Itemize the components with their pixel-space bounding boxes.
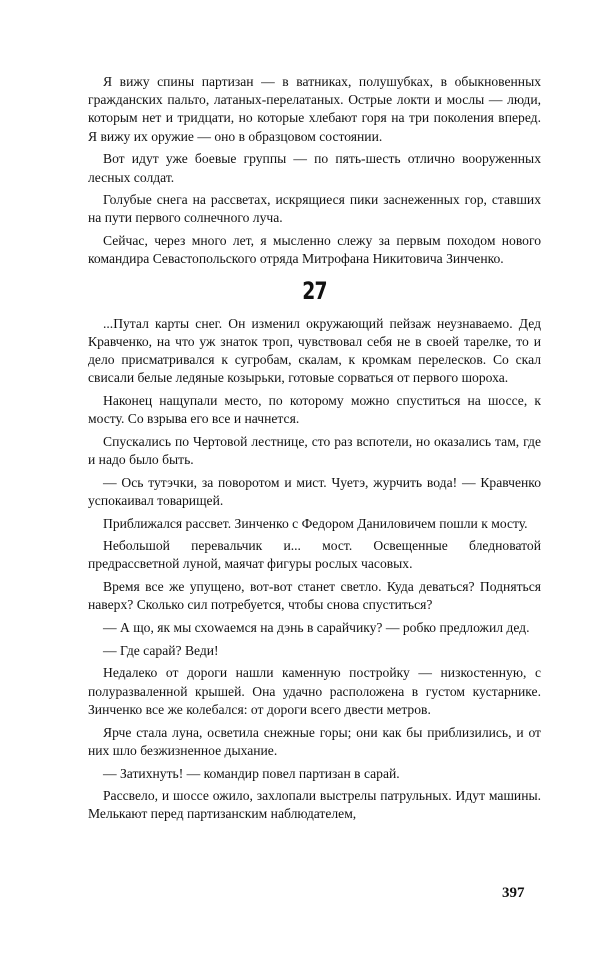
paragraph: — А що, як мы схowаемся на дэнь в сарайчику? — робко предложил дед. xyxy=(103,620,530,636)
paragraph: Небольшой перевальчик и... мост. Освещенные бледноватой предрассветной луной, маячат фигуры рослых часовых. xyxy=(88,538,541,572)
paragraph: Недалеко от дороги нашли каменную постройку — низкостенную, с полуразваленной крышей. Она удачно расположена в густом кустарнике. Зинченко все же колебался: от дороги всего двести метров. xyxy=(88,665,541,717)
paragraph: Время все же упущено, вот-вот станет светло. Куда деваться? Подняться наверх? Сколько сил потребуется, чтобы снова спуститься? xyxy=(88,579,541,613)
paragraph: Рассвело, и шоссе ожило, захлопали выстрелы патрульных. Идут машины. Мелькают перед партизанским наблюдателем, xyxy=(88,788,541,822)
paragraph: Ярче стала луна, осветила снежные горы; они как бы приблизились, и от них шло безжизненное дыхание. xyxy=(88,724,541,758)
paragraph: Спускались по Чертовой лестнице, сто раз вспотели, но оказались там, где и надо было быть. xyxy=(88,433,541,467)
chapter-heading: 27 xyxy=(302,276,327,305)
book-page-text xyxy=(88,73,541,828)
paragraph: Вот идут уже боевые группы — по пять-шесть отлично вооруженных лесных солдат. xyxy=(88,151,541,185)
paragraph: Приближался рассвет. Зинченко с Федором Даниловичем пошли к мосту. xyxy=(103,515,528,531)
paragraph: — Затихнуть! — командир повел партизан в сарай. xyxy=(103,765,400,781)
paragraph: ...Путал карты снег. Он изменил окружающий пейзаж неузнаваемо. Дед Кравченко, на что уж знаток троп, чувствовал себя не в своей тарелке, то и дело присматривался к сугробам, скалам, к кромкам перелесков. Со скал свисали белые ледяные козырьки, готовые сорваться от первого шороха. xyxy=(88,315,541,386)
paragraph: — Ось тутэчки, за поворотом и мист. Чуетэ, журчить вода! — Кравченко успокаивал товарищей. xyxy=(88,474,541,508)
paragraph: Голубые снега на рассветах, искрящиеся пики заснеженных гор, ставших на пути первого солнечного луча. xyxy=(88,192,541,226)
paragraph: Я вижу спины партизан — в ватниках, полушубках, в обыкновенных гражданских пальто, латаных-перелатаных. Острые локти и мослы — люди, которым нет и тридцати, но которые хлебают горя на три поколения вперед. Я вижу их оружие — оно в образцовом состоянии. xyxy=(88,74,541,144)
page-number: 397 xyxy=(502,885,525,901)
paragraph: Наконец нащупали место, по которому можно спуститься на шоссе, к мосту. Со взрыва его все и начнется. xyxy=(88,392,541,427)
paragraph: Сейчас, через много лет, я мысленно слежу за первым походом нового командира Севастопольского отряда Митрофана Никитовича Зинченко. xyxy=(88,233,541,267)
paragraph: — Где сарай? Веди! xyxy=(103,642,219,658)
